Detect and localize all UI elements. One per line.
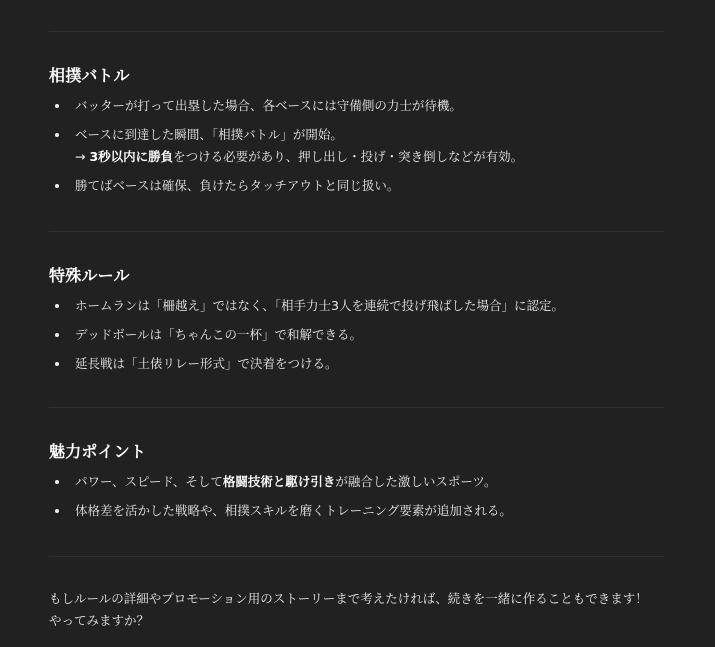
list-item: デッドボールは「ちゃんこの一杯」で和解できる。 — [49, 324, 664, 346]
list-item: 勝てばベースは確保、負けたらタッチアウトと同じ扱い。 — [49, 175, 664, 197]
sumo-battle-list — [49, 95, 664, 197]
list-item: ホームランは「柵越え」ではなく、「相手力士3人を連続で投げ飛ばした場合」に認定。 — [49, 295, 664, 317]
list-item: パワー、スピード、そして格闘技術と駆け引きが融合した激しいスポーツ。 — [49, 471, 664, 493]
list-item-subline: → 3秒以内に勝負をつける必要があり、押し出し・投げ・突き倒しなどが有効。 — [75, 149, 524, 164]
list-item: 体格差を活かした戦略や、相撲スキルを磨くトレーニング要素が追加される。 — [49, 500, 664, 522]
divider — [49, 407, 664, 408]
section-title-special-rules: 特殊ルール — [49, 266, 130, 285]
list-item: 延長戦は「土俵リレー形式」で決着をつける。 — [49, 353, 664, 375]
list-item: バッターが打って出塁した場合、各ベースには守備側の力士が待機。 — [49, 95, 664, 117]
closing-paragraph: もしルールの詳細やプロモーション用のストーリーまで考えたければ、続きを一緒に作ることもできます！ やってみますか？ — [49, 591, 648, 628]
special-rules-list — [49, 295, 664, 375]
divider — [49, 556, 664, 557]
divider — [49, 231, 664, 232]
divider — [49, 31, 664, 32]
section-title-appeal-points: 魅力ポイント — [49, 442, 147, 461]
list-item: ベースに到達した瞬間、「相撲バトル」が開始。 → 3秒以内に勝負をつける必要があり、押し出し・投げ・突き倒しなどが有効。 — [49, 124, 664, 168]
section-title-sumo-battle: 相撲バトル — [49, 66, 130, 85]
appeal-points-list — [49, 471, 664, 522]
